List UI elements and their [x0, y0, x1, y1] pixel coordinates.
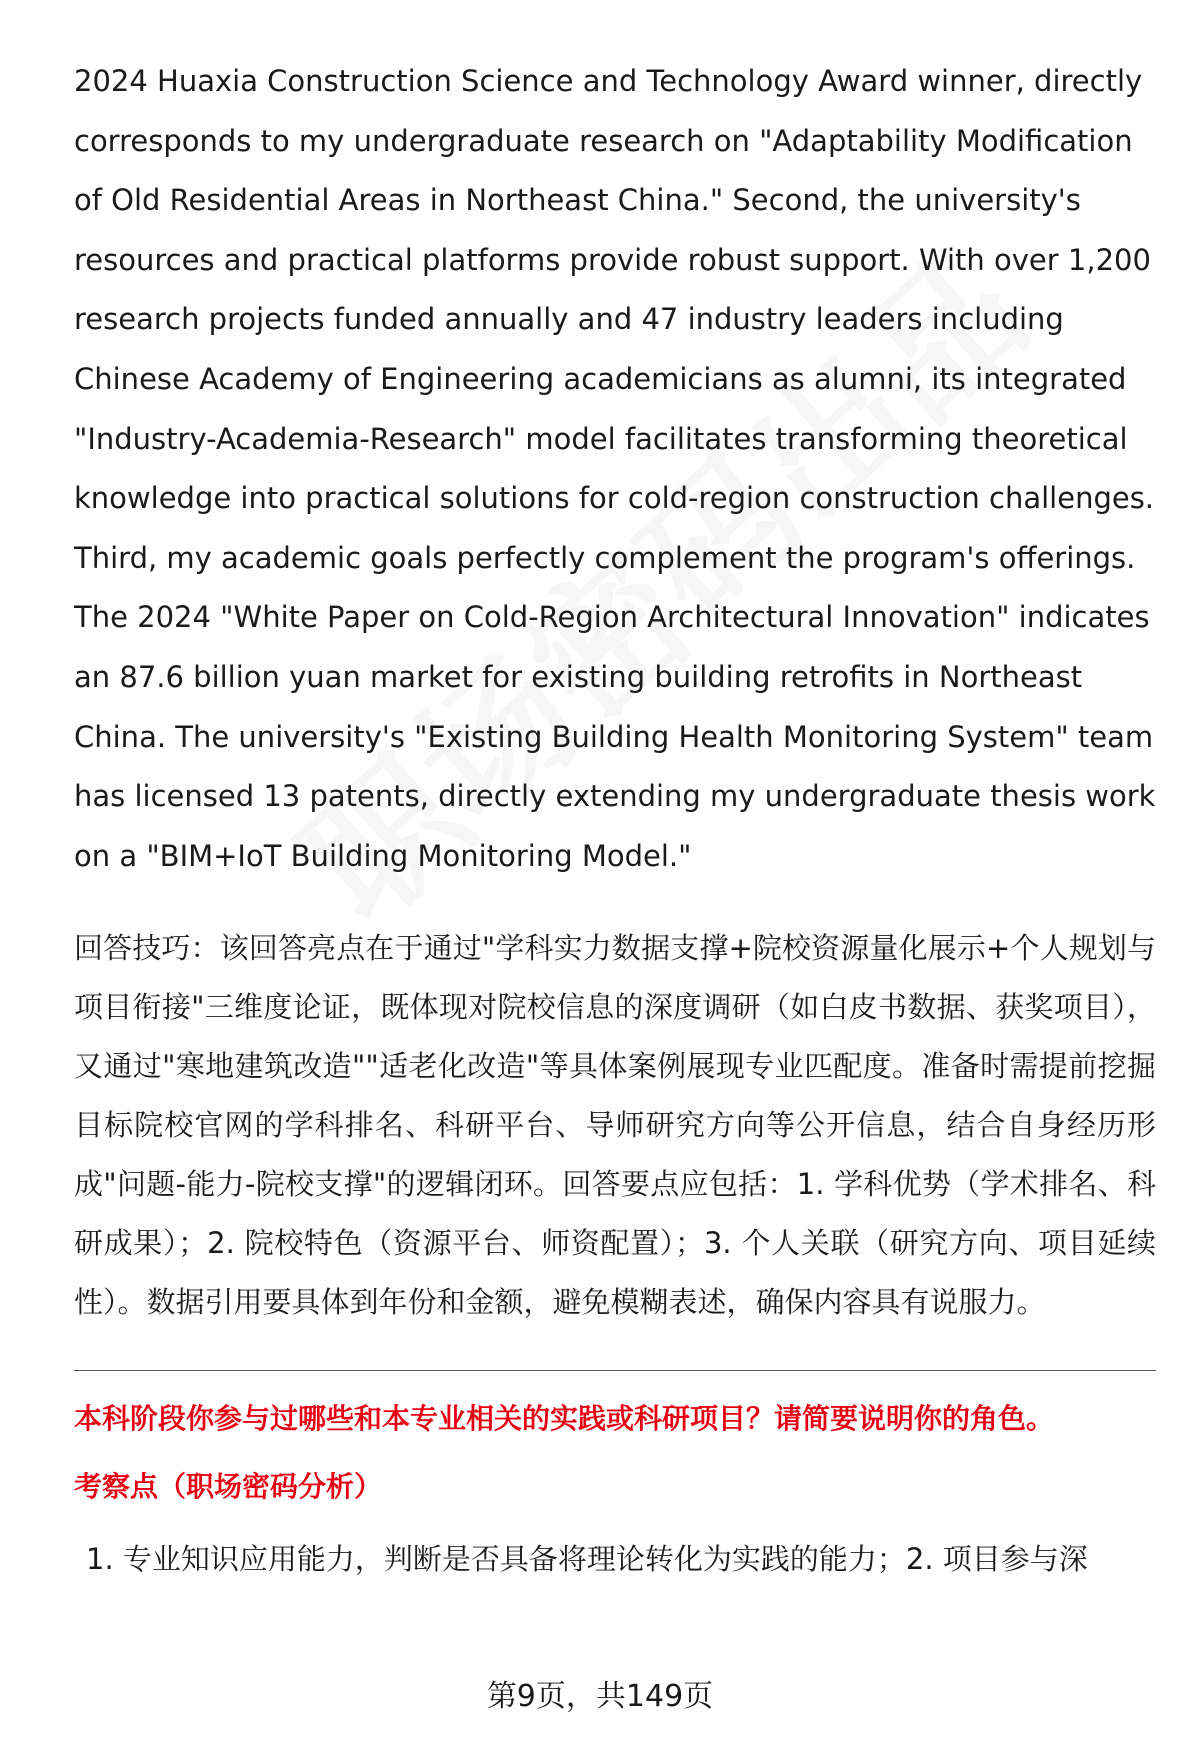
list-item: 1. 专业知识应用能力，判断是否具备将理论转化为实践的能力；2. 项目参与深 [86, 1542, 1088, 1577]
answer-tip-paragraph: 回答技巧：该回答亮点在于通过"学科实力数据支撑+院校资源量化展示+个人规划与项目衔接"三维度论证，既体现对院校信息的深度调研（如白皮书数据、获奖项目），又通过"寒地建筑改造""适老化改造"等具体案例展现专业匹配度。准备时需提前挖掘目标院校官网的学科排名、科研平台、导师研究方向等公开信息，结合自身经历形成"问题-能力-院校支撑"的逻辑闭环。回答要点应包括：1. 学科优势（学术排名、科研成果）；2. 院校特色（资源平台、师资配置）；3. 个人关联（研究方向、项目延续性）。数据引用要具体到年份和金额，避免模糊表述，确保内容具有说服力。 [74, 931, 1156, 1320]
page-indicator: 第9页，共149页 [486, 1679, 714, 1714]
document-content [74, 52, 1156, 1581]
section-divider [74, 1370, 1156, 1371]
interview-question: 本科阶段你参与过哪些和本专业相关的实践或科研项目？请简要说明你的角色。 [74, 1402, 1055, 1436]
section-title: 考察点（职场密码分析） [74, 1470, 383, 1504]
english-paragraph: 2024 Huaxia Construction Science and Technology Award winner, directly corresponds to my undergraduate research on "Adaptability Modification of Old Residential Areas in Northeast China." Second, the university's resources and practical platforms provide robust support. With over 1,200 research projects funded annually and 47 industry leaders including Chinese Academy of Engineering academicians as alumni, its integrated "Industry-Academia-Research" model facilitates transforming theoretical knowledge into practical solutions for cold-region construction challenges. Third, my academic goals perfectly complement the program's offerings. The 2024 "White Paper on Cold-Region Architectural Innovation" indicates an 87.6 billion yuan market for existing building retrofits in Northeast China. The university's "Existing Building Health Monitoring System" team has licensed 13 patents, directly extending my undergraduate thesis work on a "BIM+IoT Building Monitoring Model." [74, 64, 1156, 873]
